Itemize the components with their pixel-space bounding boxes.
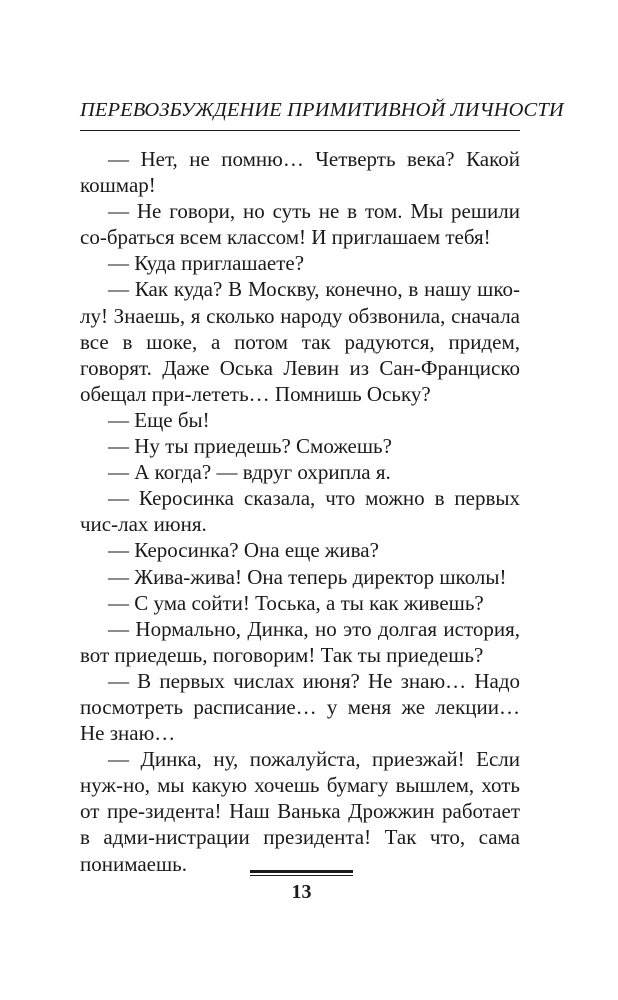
running-header: ПЕРЕВОЗБУЖДЕНИЕ ПРИМИТИВНОЙ ЛИЧНОСТИ [80, 99, 564, 121]
paragraph: — Динка, ну, пожалуйста, приезжай! Если нуж-но, мы какую хочешь бумагу вышлем, хоть от пре-зидента! Наш Ванька Дрожжин работает в адми-нистрации президента! Так что, сама понимаешь. [80, 747, 520, 876]
paragraph: — Куда приглашаете? [108, 251, 305, 276]
footer-rule-thick [250, 870, 353, 873]
paragraph: — В первых числах июня? Не знаю… Надо посмотреть расписание… у меня же лекции… Не знаю… [80, 668, 520, 746]
page-number: 13 [291, 881, 312, 903]
paragraph: — Керосинка? Она еще жива? [108, 538, 379, 563]
paragraph: — А когда? — вдруг охрипла я. [108, 460, 391, 485]
page-body [80, 146, 520, 877]
header-rule [80, 130, 520, 131]
footer-rule [250, 870, 353, 876]
paragraph: — Нет, не помню… Четверть века? Какой кошмар! [80, 147, 520, 198]
paragraph: — С ума сойти! Тоська, а ты как живешь? [108, 590, 484, 615]
paragraph: — Жива-жива! Она теперь директор школы! [108, 564, 507, 589]
paragraph: — Ну ты приедешь? Сможешь? [108, 434, 392, 459]
paragraph: — Не говори, но суть не в том. Мы решили со-браться всем классом! И приглашаем тебя! [80, 199, 520, 250]
paragraph: — Как куда? В Москву, конечно, в нашу шко-лу! Знаешь, я сколько народу обзвонила, сначала все в шоке, а потом так радуются, придем, говорят. Даже Оська Левин из Сан-Франциско обещал при-лететь… Помнишь Оську? [80, 277, 520, 406]
paragraph: — Нормально, Динка, но это долгая история, вот приедешь, поговорим! Так ты приедешь? [80, 616, 520, 667]
paragraph: — Керосинка сказала, что можно в первых чис-лах июня. [80, 486, 520, 537]
paragraph: — Еще бы! [108, 407, 210, 432]
footer-rule-thin [250, 875, 353, 876]
